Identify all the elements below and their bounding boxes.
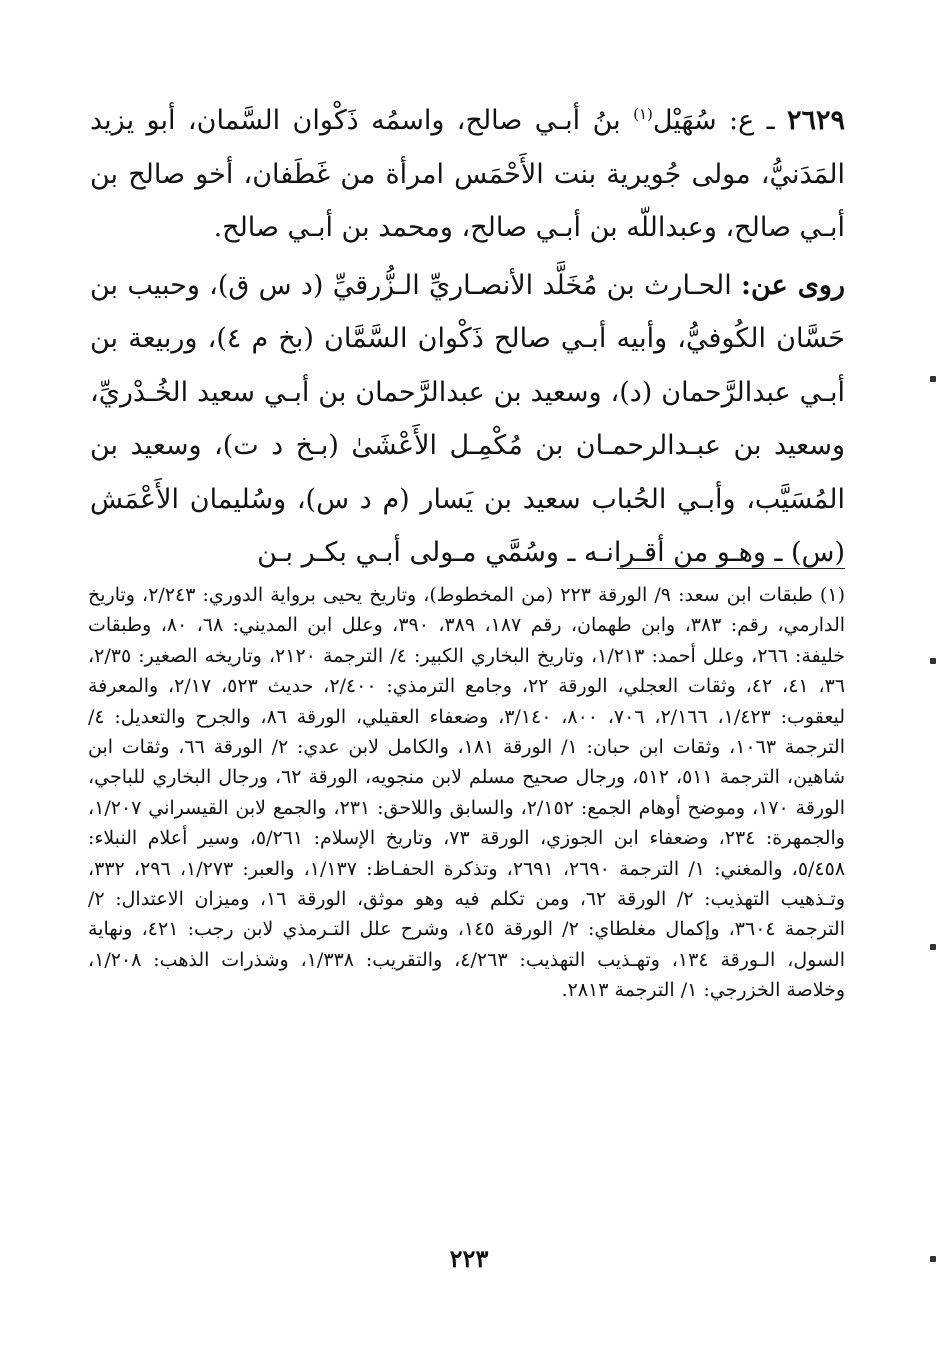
footnote: (١) طبقات ابن سعد: ٩/ الورقة ٢٢٣ (من المخطوط)، وتاريخ يحيى برواية الدوري: ٢/٢٤٣، وتاريخ الدارمي، رقم: ٣٨٣، وابن طهمان، رقم ١٨٧، ٣٨٩، ٣٩٠، وعلل ابن المديني: ٦٨، ٨٠، وطبقات خليفة: ٢٦٦، وعلل أحمد: ١/٢١٣، وتاريخ البخاري الكبير: ٤/ الترجمة ٢١٢٠، وتاريخه الصغير: ٢/٣٥، ٣٦، ٤١، ٤٢، وثقات العجلي، الورقة ٢٢، وجامع الترمذي: ٢/٤٠٠، حديث ٥٢٣، ٢/١٧، والمعرفة ليعقوب: ١/٤٢٣، ٢/١٦٦، ٧٠٦، ٨٠٠، ٣/١٤٠، وضعفاء العقيلي، الورقة ٨٦، والجرح والتعديل: ٤/ الترجمة ١٠٦٣، وثقات ابن حبان: ١/ الورقة ١٨١، والكامل لابن عدي: ٢/ الورقة ٦٦، وثقات ابن شاهين، الترجمة ٥١١، ٥١٢، ورجال صحيح مسلم لابن منجويه، الورقة ٦٢، ورجال البخاري للباجي، الورقة ١٧٠، وموضح أوهام الجمع: ٢/١٥٢، والسابق واللاحق: ٢٣١، والجمع لابن القيسراني ١/٢٠٧، والجمهرة: ٢٣٤، وضعفاء ابن الجوزي، الورقة ٧٣، وتاريخ الإسلام: ٥/٢٦١، وسير أعلام النبلاء: ٥/٤٥٨، والمغني: ١/ الترجمة ٢٦٩٠، ٢٦٩١، وتذكرة الحفـاظ: ١/١٣٧، والعبر: ١/٢٧٣، ٢٩٦، ٣٣٢، وتـذهيب التهذيب: ٢/ الورقة ٦٢، ومن تكلم فيه وهو موثق، الورقة ١٦، وميزان الاعتدال: ٢/ الترجمة ٣٦٠٤، وإكمال مغلطاي: ٢/ الورقة ١٤٥، وشرح علل التـرمذي لابن رجب: ٤٢١، ونهاية السول، الـورقة ١٣٤، وتهـذيب التهذيب: ٤/٢٦٣، والتقريب: ١/٣٣٨، وشذرات الذهب: ١/٢٠٨، وخلاصة الخزرجي: ١/ الترجمة ٢٨١٣. (88, 584, 846, 1002)
margin-mark (930, 1256, 936, 1262)
narrated-from-text: الحـارث بن مُخَلَّد الأنصـاريِّ الـزُّرقيِّ (د س ق)، وحبيب بن حَسَّان الكُوفيُّ، وأبيه أبـي صالح ذَكْوان السَّمَّان (بخ م ٤)، وربيعة بن أبـي عبدالرَّحمان (د)، وسعيد بن عبدالرَّحمان بن أبـي سعيد الخُـدْريِّ، وسعيد بن عبـدالرحمـان بن مُكْمِـل الأَعْشَىٰ (بـخ د ت)، وسعيد بن المُسَيَّب، وأبـي الحُباب سعيد بن يَسار (م د س)، وسُليمان الأَعْمَش (س) ـ وهـو من أقـرانـه ـ وسُمَّي مـولى أبـي بكـر بـن (90, 269, 845, 568)
footnote-separator (617, 568, 845, 569)
main-text (90, 94, 845, 580)
page-number: ٢٢٣ (449, 1244, 489, 1273)
margin-mark (930, 658, 936, 664)
narrated-from-label: روى عن: (741, 269, 845, 301)
entry-paragraph (90, 94, 845, 255)
entry-text: بنُ أبـي صالح، واسمُه ذَكْوان السَّمان، أبو يزيد المَدَنيُّ، مولى جُويرية بنت الأَحْمَس امرأة من غَطَفان، أخو صالح بن أبـي صالح، وعبداللّه بن أبـي صالح، ومحمد بن أبـي صالح. (90, 105, 845, 243)
narrated-from-paragraph (90, 259, 845, 580)
margin-mark (930, 944, 936, 950)
footnote-reference[interactable]: (١) (633, 105, 653, 123)
margin-mark (930, 376, 936, 382)
entry-number: ٢٦٢٩ (786, 105, 845, 136)
entry-intro: ـ ع: سُهَيْل (652, 105, 775, 136)
